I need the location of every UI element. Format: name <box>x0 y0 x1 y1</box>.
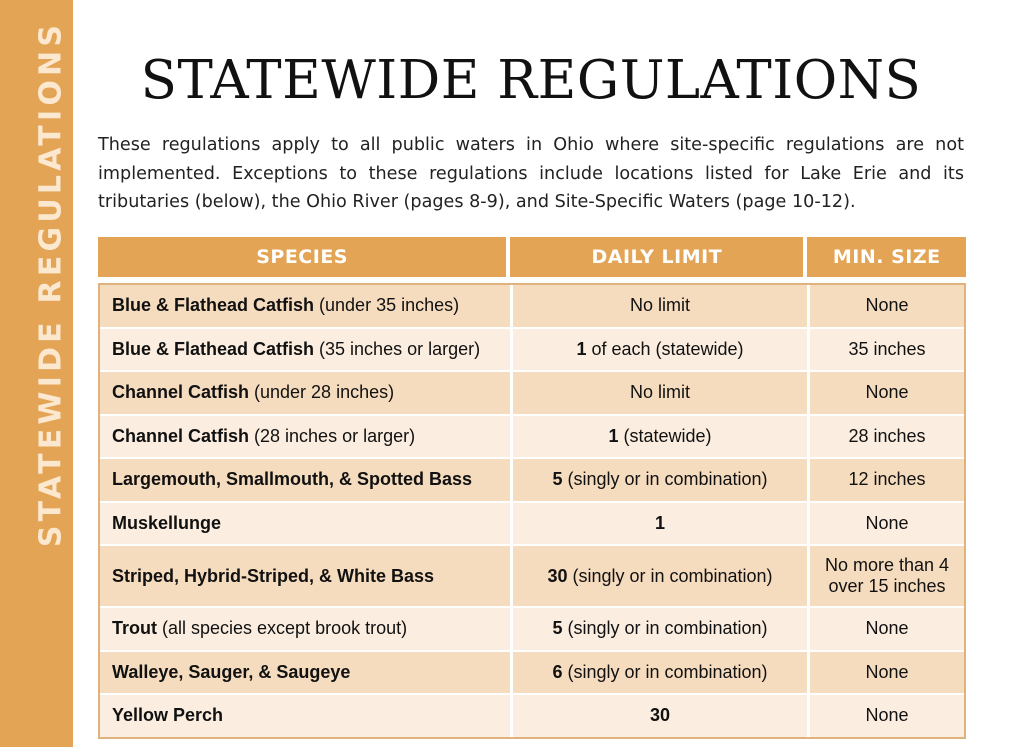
species-name: Blue & Flathead Catfish <box>112 338 315 359</box>
limit-value: 5 <box>552 469 563 490</box>
min-size-cell: 28 inches <box>807 416 964 458</box>
limit-value: 1 <box>576 338 587 359</box>
species-cell <box>100 329 510 371</box>
table-row <box>100 414 964 458</box>
table-row <box>100 285 964 327</box>
min-size-cell: None <box>807 372 964 414</box>
regulations-table <box>98 237 966 739</box>
daily-limit-cell <box>510 546 807 606</box>
side-banner-label: STATEWIDE REGULATIONS <box>33 20 69 548</box>
min-size-cell: None <box>807 285 964 327</box>
species-cell <box>100 416 510 458</box>
min-size-line-1: No more than 4 <box>824 555 950 575</box>
side-banner <box>0 0 73 747</box>
species-name: Walleye, Sauger, & Saugeye <box>112 661 351 682</box>
table-row <box>100 606 964 650</box>
species-name: Largemouth, Smallmouth, & Spotted Bass <box>112 469 473 490</box>
daily-limit-cell <box>510 372 807 414</box>
limit-value: No limit <box>629 295 690 316</box>
table-row <box>100 457 964 501</box>
species-cell <box>100 285 510 327</box>
page-title: STATEWIDE REGULATIONS <box>140 50 922 111</box>
table-row <box>100 544 964 606</box>
min-size-line-2: over 15 inches <box>828 576 946 596</box>
species-note: (all species except brook trout) <box>157 618 408 639</box>
header-min-size: MIN. SIZE <box>803 237 966 277</box>
limit-note: (singly or in combination) <box>567 565 773 586</box>
species-name: Muskellunge <box>112 512 222 533</box>
daily-limit-cell <box>510 285 807 327</box>
species-cell <box>100 608 510 650</box>
min-size-cell <box>807 546 964 606</box>
table-row <box>100 693 964 737</box>
min-size-cell: None <box>807 503 964 545</box>
species-name: Blue & Flathead Catfish <box>112 295 315 316</box>
intro-paragraph: These regulations apply to all public waters in Ohio where site-specific regulations are not implemented. Exceptions to these regulations include locations listed for Lake Erie and its tributaries (below), the Ohio River (pages 8-9), and Site-Specific Waters (page 10-12). <box>98 135 964 212</box>
table-body <box>98 283 966 739</box>
species-name: Trout <box>112 618 157 639</box>
daily-limit-cell <box>510 695 807 737</box>
species-name: Channel Catfish <box>112 382 250 403</box>
limit-note: (statewide) <box>618 425 712 446</box>
daily-limit-cell <box>510 459 807 501</box>
species-note: (35 inches or larger) <box>314 338 481 359</box>
table-row <box>100 650 964 694</box>
header-daily-limit: DAILY LIMIT <box>506 237 803 277</box>
limit-value: 1 <box>608 425 619 446</box>
table-row <box>100 501 964 545</box>
limit-value: No limit <box>629 382 690 403</box>
daily-limit-cell <box>510 329 807 371</box>
min-size-cell: None <box>807 608 964 650</box>
daily-limit-cell <box>510 652 807 694</box>
species-name: Channel Catfish <box>112 425 250 446</box>
limit-value: 1 <box>654 512 665 533</box>
species-cell <box>100 459 510 501</box>
limit-note: (singly or in combination) <box>562 661 768 682</box>
table-row <box>100 370 964 414</box>
limit-value: 6 <box>552 661 563 682</box>
limit-note: of each (statewide) <box>586 338 744 359</box>
min-size-cell: 12 inches <box>807 459 964 501</box>
table-row <box>100 327 964 371</box>
species-cell <box>100 372 510 414</box>
limit-value: 5 <box>552 618 563 639</box>
header-species: SPECIES <box>256 246 348 268</box>
species-cell <box>100 546 510 606</box>
limit-note: (singly or in combination) <box>562 618 768 639</box>
daily-limit-cell <box>510 416 807 458</box>
daily-limit-cell <box>510 608 807 650</box>
species-note: (under 28 inches) <box>249 382 395 403</box>
table-header <box>98 237 966 277</box>
species-cell <box>100 695 510 737</box>
limit-note: (singly or in combination) <box>562 469 768 490</box>
limit-value: 30 <box>649 705 671 726</box>
limit-value: 30 <box>547 565 568 586</box>
species-note: (28 inches or larger) <box>249 425 416 446</box>
species-name: Yellow Perch <box>112 705 224 726</box>
daily-limit-cell <box>510 503 807 545</box>
min-size-cell: None <box>807 695 964 737</box>
species-cell <box>100 652 510 694</box>
species-cell <box>100 503 510 545</box>
species-note: (under 35 inches) <box>314 295 460 316</box>
species-name: Striped, Hybrid-Striped, & White Bass <box>112 565 435 586</box>
min-size-text <box>825 555 949 597</box>
min-size-cell: None <box>807 652 964 694</box>
min-size-cell: 35 inches <box>807 329 964 371</box>
